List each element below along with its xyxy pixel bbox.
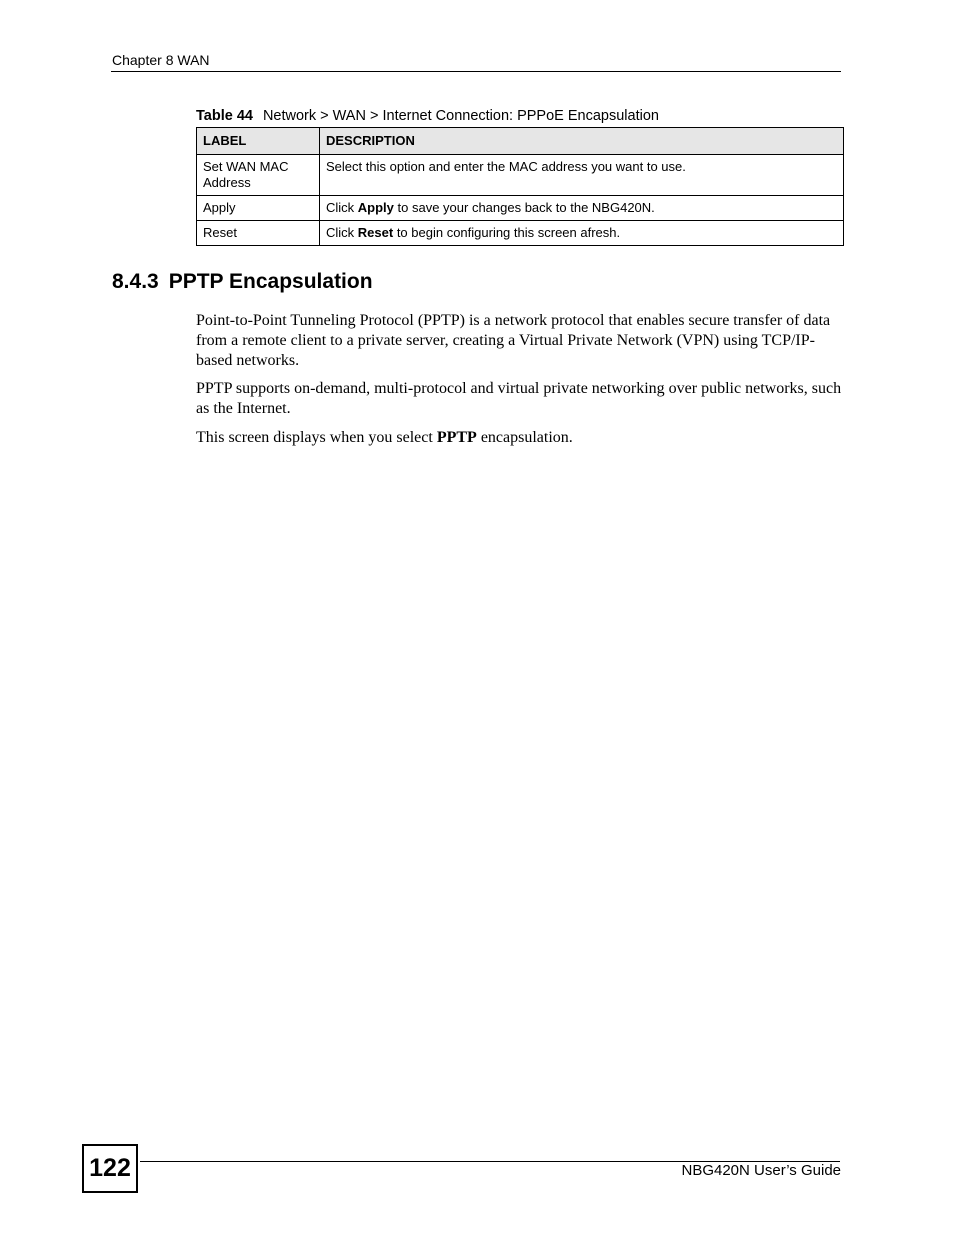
- row-description: [320, 155, 844, 196]
- paragraph-keyword: PPTP: [436, 429, 477, 446]
- section-title: PPTP Encapsulation: [168, 270, 373, 293]
- section-number: 8.4.3: [112, 270, 159, 293]
- page-number: 122: [82, 1144, 138, 1193]
- paragraph-screen-note: [196, 428, 844, 448]
- row-label: Reset: [197, 221, 320, 246]
- row-description: [320, 196, 844, 221]
- column-header-description: DESCRIPTION: [320, 128, 844, 155]
- pppoe-settings-table: [196, 127, 844, 246]
- table-row: [197, 221, 844, 246]
- column-header-label: LABEL: [197, 128, 320, 155]
- table-caption-title: Network > WAN > Internet Connection: PPPoE Encapsulation: [262, 108, 659, 124]
- row-description-keyword: Apply: [357, 200, 394, 215]
- table-header-row: [197, 128, 844, 155]
- paragraph-pptp-definition: Point-to-Point Tunneling Protocol (PPTP) is a network protocol that enables secure transfer of data from a remote client to a private server, creating a Virtual Private Network (VPN) using TCP/IP-based networks.: [196, 312, 831, 369]
- header-divider: [111, 71, 841, 72]
- table-row: [197, 155, 844, 196]
- row-description: [320, 221, 844, 246]
- row-description-text: to begin configuring this screen afresh.: [393, 225, 621, 240]
- paragraph-text: This screen displays when you select: [196, 429, 437, 446]
- chapter-header: Chapter 8 WAN: [112, 52, 210, 68]
- paragraph-pptp-support: PPTP supports on-demand, multi-protocol and virtual private networking over public networks, such as the Internet.: [196, 380, 842, 417]
- row-description-text: Select this option and enter the MAC address you want to use.: [326, 159, 686, 174]
- row-description-text: to save your changes back to the NBG420N.: [393, 200, 655, 215]
- row-label: Set WAN MAC Address: [197, 155, 320, 196]
- table-caption-number: Table 44: [196, 108, 253, 124]
- table-caption: [196, 108, 659, 124]
- row-label: Apply: [197, 196, 320, 221]
- guide-title: NBG420N User’s Guide: [681, 1162, 841, 1179]
- table-row: [197, 196, 844, 221]
- section-heading: [112, 270, 373, 294]
- row-description-keyword: Reset: [357, 225, 394, 240]
- row-description-text: Click: [326, 225, 358, 240]
- row-description-text: Click: [326, 200, 358, 215]
- paragraph-text: encapsulation.: [476, 429, 573, 446]
